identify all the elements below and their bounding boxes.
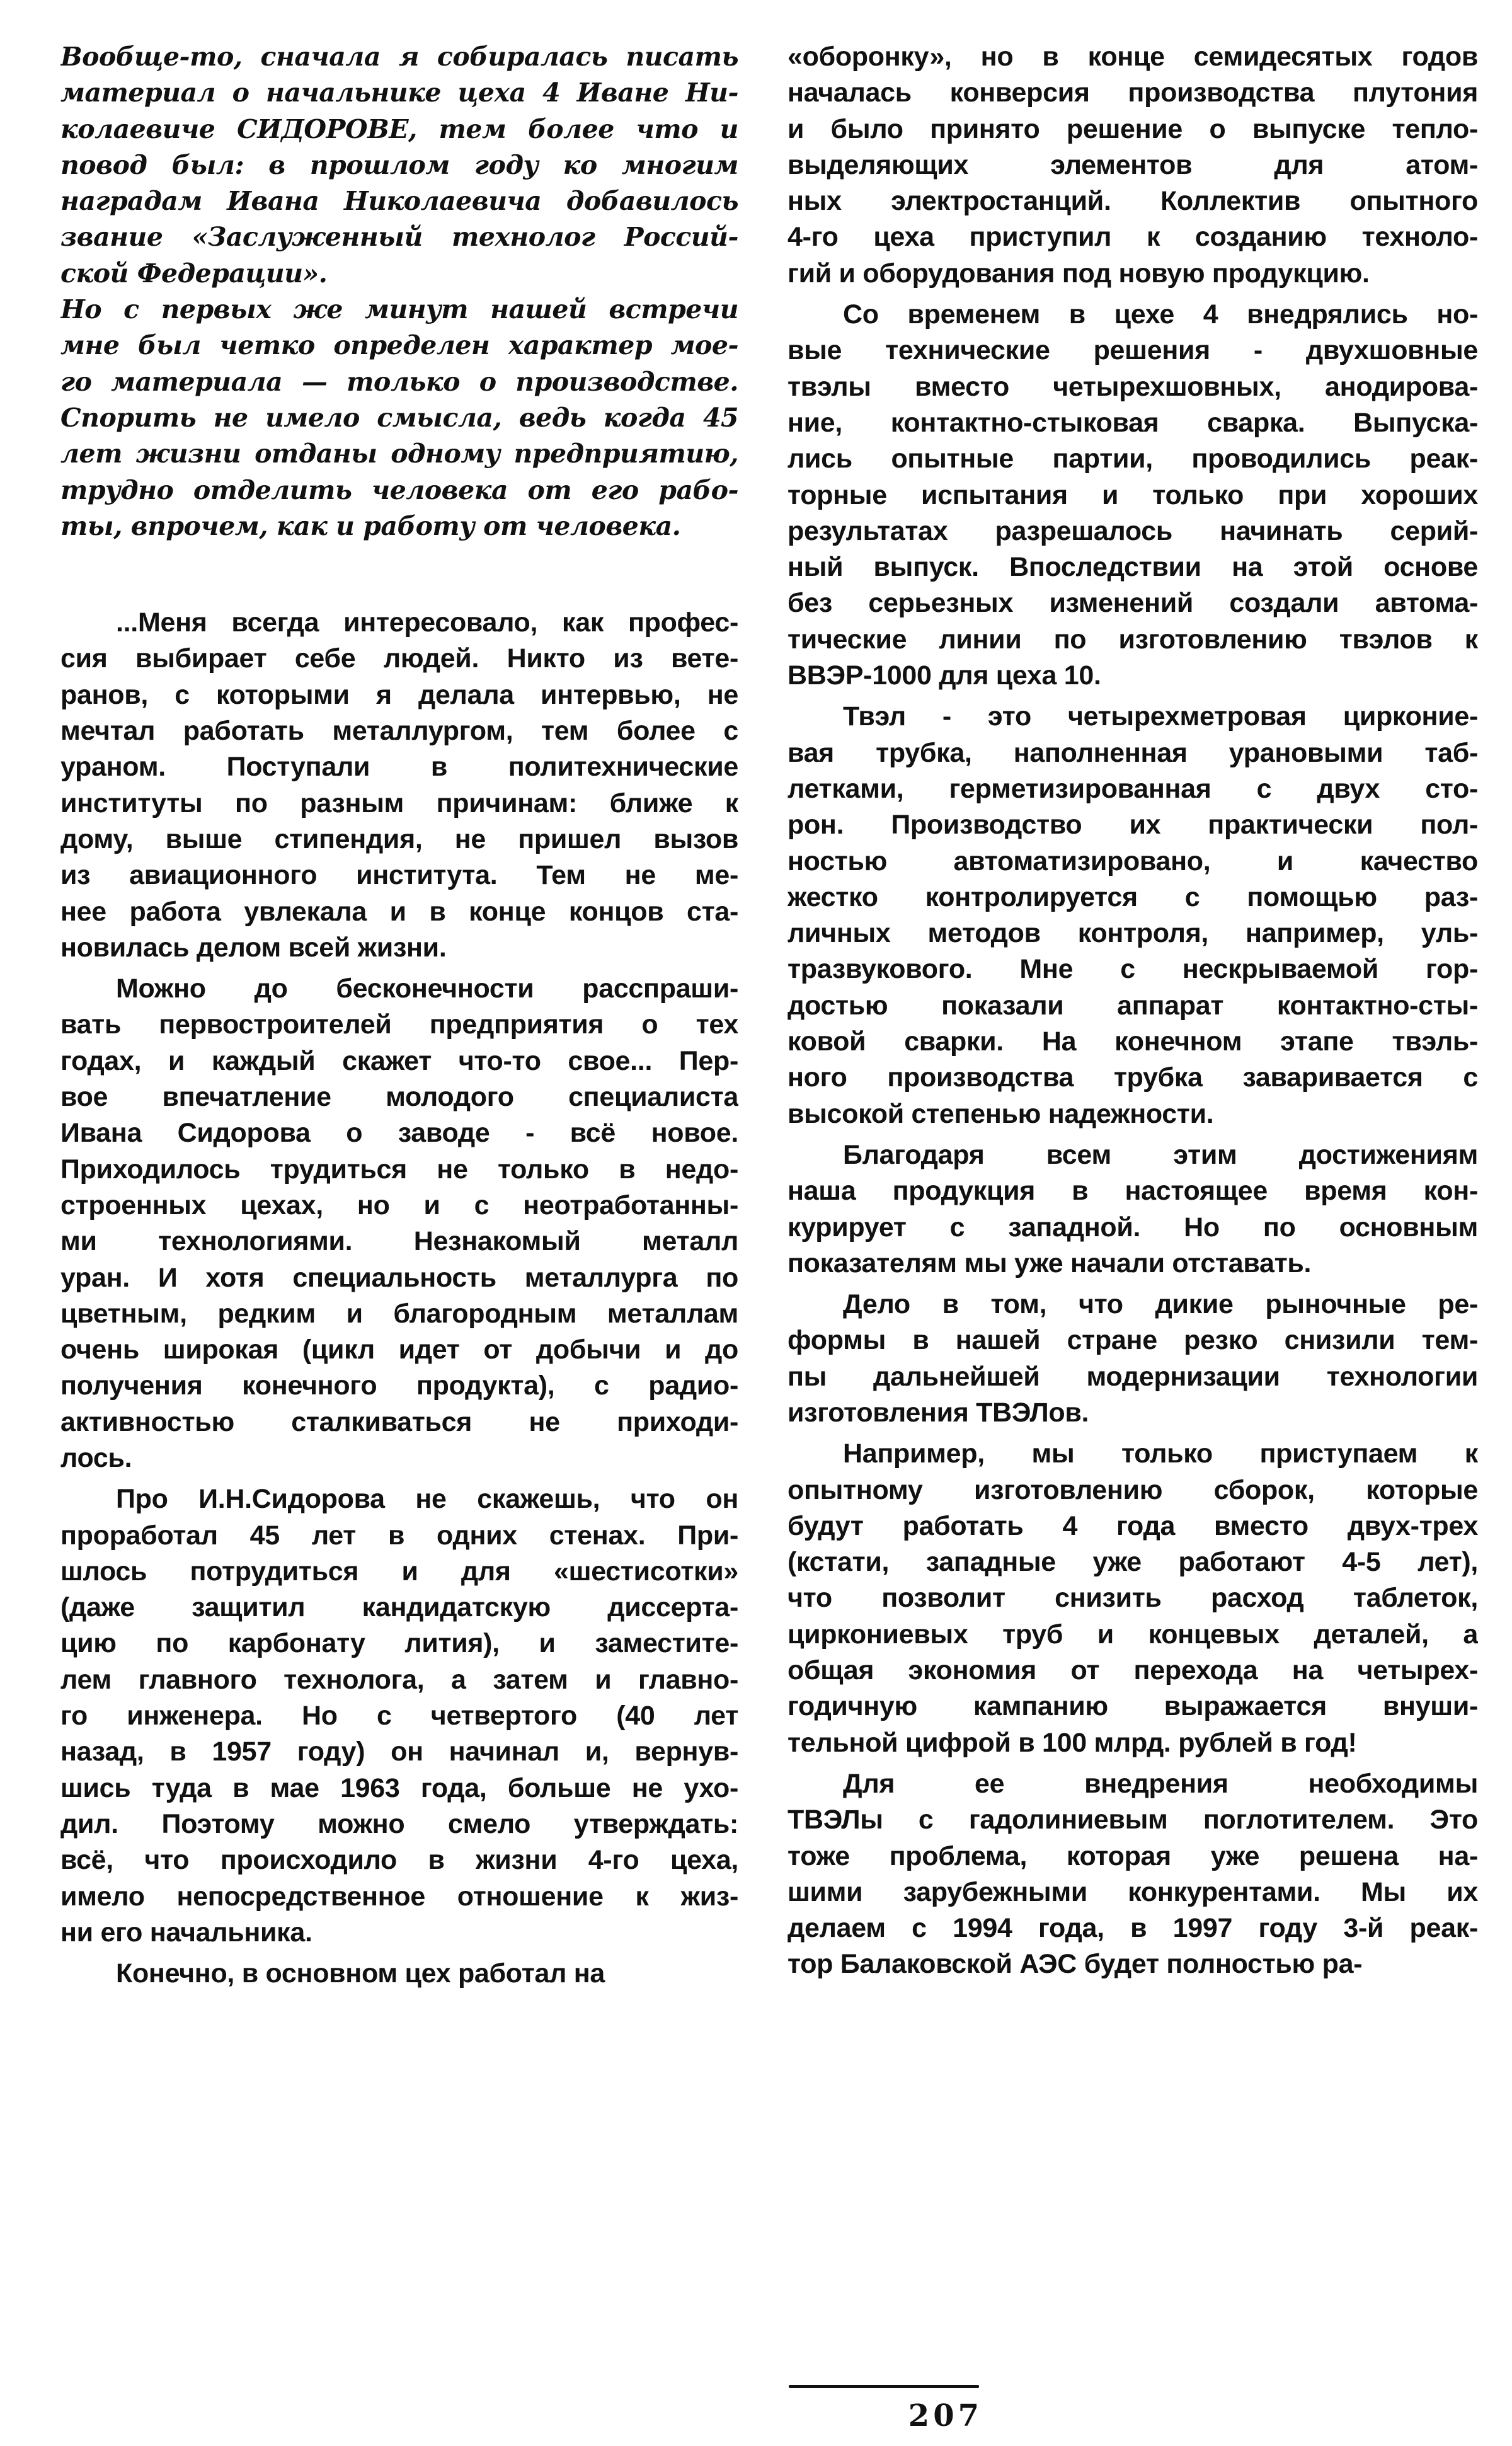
text-line: ностью автоматизировано, и качество [788,846,1478,876]
text-line: Приходилось трудиться не только в недо- [60,1154,738,1185]
text-line: из авиационного института. Тем не ме- [60,860,738,891]
text-line: торные испытания и только при хороших [788,479,1478,510]
text-line: проработал 45 лет в одних стенах. При- [60,1520,738,1551]
paragraph [788,1137,1478,1282]
paragraph-gap [788,1132,1478,1137]
text-line: наградам Ивана Николаевича добавилось [60,186,738,217]
text-line: Конечно, в основном цех работал на [116,1958,605,1989]
text-line: вые технические решения - двухшовные [788,335,1478,366]
text-line: Но с первых же минут нашей встречи [60,294,738,325]
text-line: ни его начальника. [60,1917,312,1948]
text-line: опытному изготовлению сборок, которые [788,1474,1478,1505]
text-line: лем главного технолога, а затем и главно- [60,1664,738,1695]
text-line: показателям мы уже начали отставать. [788,1248,1312,1278]
text-line: активностью сталкиваться не приходи- [60,1406,738,1437]
italic-intro [60,39,738,544]
paragraph-gap [60,966,738,971]
text-line: Например, мы только приступаем к [843,1438,1478,1469]
text-line: ми технологиями. Незнакомый металл [60,1226,738,1257]
text-line: дил. Поэтому можно смело утверждать: [60,1808,738,1839]
text-line: годах, и каждый скажет что-то свое... Пер- [60,1045,738,1076]
text-line: тразвукового. Мне с нескрываемой гор- [788,954,1478,985]
paragraph [60,971,738,1476]
text-line: Ивана Сидорова о заводе - всё новое. [60,1118,738,1149]
text-line: пы дальнейшей модернизации технологии [788,1361,1478,1392]
paragraph [788,1287,1478,1431]
text-line: высокой степенью надежности. [788,1098,1214,1129]
text-line: Для ее внедрения необходимы [843,1768,1478,1799]
paragraph-gap [788,1282,1478,1287]
text-line: результатах разрешалось начинать серий- [788,515,1478,546]
page-number: 207 [908,2398,983,2433]
text-line: Благодаря всем этим достижениям [843,1139,1478,1170]
text-line: строенных цехах, но и с неотработанны- [60,1190,738,1220]
text-line: уран. И хотя специальность металлурга по [60,1262,738,1293]
text-line: ранов, с которыми я делала интервью, не [60,679,738,710]
text-line: го материала — только о производстве. [60,366,738,397]
text-line: тельной цифрой в 100 млрд. рублей в год! [788,1727,1357,1758]
paragraph [788,699,1478,1132]
text-line: наша продукция в настоящее время кон- [788,1176,1478,1207]
text-line: что позволит снизить расход таблеток, [788,1583,1478,1614]
text-line: ковой сварки. На конечном этапе твэль- [788,1026,1478,1057]
paragraph-gap [60,1476,738,1481]
text-line: го инженера. Но с четвертого (40 лет [60,1701,738,1731]
left-body-text [60,605,738,1992]
text-line: ТВЭЛы с гадолиниевым поглотителем. Это [788,1805,1478,1835]
text-line: нее работа увлекала и в конце концов ста- [60,896,738,927]
text-line: «оборонку», но в конце семидесятых годов [788,42,1478,72]
paragraph-gap [788,1761,1478,1766]
text-line: повод был: в прошлом году ко многим [60,149,738,180]
text-line: трудно отделить человека от его рабо- [60,474,738,505]
paragraph [788,297,1478,694]
text-line: лет жизни отданы одному предприятию, [60,439,738,469]
text-line: личных методов контроля, например, уль- [788,918,1478,949]
text-line: Про И.Н.Сидорова не скажешь, что он [116,1484,738,1515]
paragraph-gap [788,292,1478,297]
text-line: ние, контактно-стыковая сварка. Выпуска- [788,407,1478,438]
paragraph [60,1956,738,1992]
left-column [60,39,738,1992]
text-line: звание «Заслуженный технолог Россий- [60,222,738,253]
text-line: ВВЭР-1000 для цеха 10. [788,660,1101,691]
text-line: Вообще-то, сначала я собиралась писать [60,42,738,72]
text-line: годичную кампанию выражается внуши- [788,1691,1478,1722]
footer-rule [789,2385,979,2388]
text-line: вое впечатление молодого специалиста [60,1082,738,1113]
text-line: новилась делом всей жизни. [60,932,447,963]
text-line: цию по карбонату лития), и заместите- [60,1628,738,1659]
text-line: шлось потрудиться и для «шестисотки» [60,1556,738,1587]
text-line: мне был четко определен характер мое- [60,330,738,361]
text-line: 4-го цеха приступил к созданию техноло- [788,222,1478,253]
paragraph-gap [60,1951,738,1956]
right-body-text [788,39,1478,1983]
paragraph-gap [788,1431,1478,1436]
text-line: Со временем в цехе 4 внедрялись но- [843,299,1478,330]
text-line: ты, впрочем, как и работу от человека. [60,510,681,541]
text-line: без серьезных изменений создали автома- [788,588,1478,619]
text-line: будут работать 4 года вместо двух-трех [788,1510,1478,1541]
text-line: шись туда в мае 1963 года, больше не ухо- [60,1772,738,1803]
text-line: достью показали аппарат контактно-сты- [788,990,1478,1021]
text-line: Можно до бесконечности расспраши- [116,973,738,1004]
text-line: Твэл - это четырехметровая цирконие- [843,701,1478,732]
text-line: колаевиче СИДОРОВЕ, тем более что и [60,113,738,144]
text-line: Дело в том, что дикие рыночные ре- [843,1289,1478,1320]
text-line: твэлы вместо четырехшовных, анодирова- [788,371,1478,402]
text-line: изготовления ТВЭЛов. [788,1397,1089,1428]
text-line: ного производства трубка заваривается с [788,1062,1478,1093]
text-line: сия выбирает себе людей. Никто из вете- [60,643,738,674]
paragraph [60,605,738,966]
text-line: общая экономия от перехода на четырех- [788,1655,1478,1686]
text-line: и было принято решение о выпуске тепло- [788,113,1478,144]
text-line: Спорить не имело смысла, ведь когда 45 [60,402,738,433]
text-line: ской Федерации». [60,258,328,289]
text-line: (даже защитил кандидатскую диссерта- [60,1592,738,1623]
text-line: всё, что происходило в жизни 4-го цеха, [60,1845,738,1876]
text-line: очень широкая (цикл идет от добычи и до [60,1335,738,1365]
text-line: лось. [60,1442,132,1473]
text-line: (кстати, западные уже работают 4-5 лет), [788,1547,1478,1578]
text-line: формы в нашей стране резко снизили тем- [788,1325,1478,1356]
text-line: тор Балаковской АЭС будет полностью ра- [788,1949,1363,1980]
text-line: тические линии по изготовлению твэлов к [788,624,1478,655]
paragraph [60,1481,738,1951]
paragraph [788,1766,1478,1983]
intro-gap [60,544,738,605]
text-line: мечтал работать металлургом, тем более с [60,716,738,747]
text-line: институты по разным причинам: ближе к [60,788,738,818]
text-line: шими зарубежными конкурентами. Мы их [788,1876,1478,1907]
text-line: циркониевых труб и концевых деталей, а [788,1619,1478,1650]
paragraph [788,39,1478,292]
text-line: делаем с 1994 года, в 1997 году 3-й реак- [788,1913,1478,1944]
text-line: назад, в 1957 году) он начинал и, вернув- [60,1737,738,1767]
text-line: вая трубка, наполненная урановыми таб- [788,737,1478,768]
text-line: имело непосредственное отношение к жиз- [60,1881,738,1912]
text-line: получения конечного продукта), с радио- [60,1370,738,1401]
text-line: дому, выше стипендия, не пришел вызов [60,824,738,854]
text-line: материал о начальнике цеха 4 Иване Ни- [60,78,738,108]
text-line: лись опытные партии, проводились реак- [788,444,1478,474]
text-line: ...Меня всегда интересовало, как профес- [116,607,738,638]
paragraph [788,1436,1478,1761]
text-line: ных электростанций. Коллектив опытного [788,186,1478,217]
paragraph-gap [788,694,1478,699]
text-line: рон. Производство их практически пол- [788,810,1478,841]
text-line: тоже проблема, которая уже решена на- [788,1840,1478,1871]
text-line: цветным, редким и благородным металлам [60,1298,738,1329]
text-line: вать первостроителей предприятия о тех [60,1009,738,1040]
right-column [788,39,1478,1983]
text-line: жестко контролируется с помощью раз- [788,881,1478,912]
text-line: летками, герметизированная с двух сто- [788,773,1478,804]
text-line: ураном. Поступали в политехнические [60,752,738,783]
text-line: гий и оборудования под новую продукцию. [788,258,1370,289]
text-line: выделяющих элементов для атом- [788,149,1478,180]
text-line: началась конверсия производства плутония [788,78,1478,108]
text-line: ный выпуск. Впоследствии на этой основе [788,552,1478,583]
text-line: курирует с западной. Но по основным [788,1212,1478,1243]
